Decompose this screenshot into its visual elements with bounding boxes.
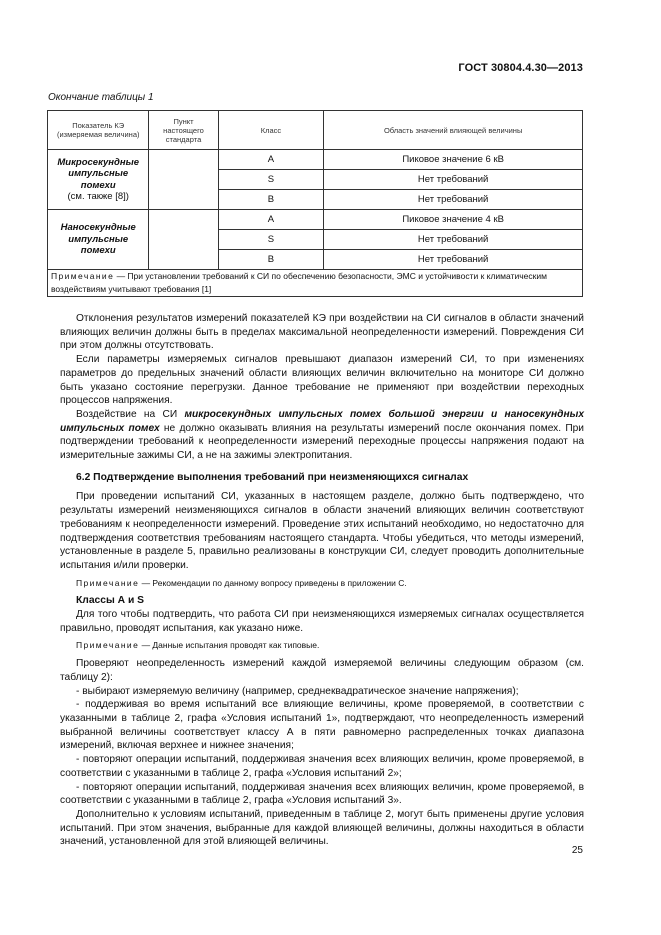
influence-table [47,110,583,297]
text-run: Воздействие на СИ [76,408,185,420]
note-text: — Рекомендации по данному вопросу приведены в приложении С. [139,577,407,588]
value-cell: Нет требований [324,250,583,270]
paragraph: При проведении испытаний СИ, указанных в настоящем разделе, должно быть подтверждено, что результаты измерений неизменяющихся сигналов в области значений влияющих величин соответствуют требованиям к неопределенности измерений. Проведение этих испытаний необходимо, но недостаточно для подтверждения соответствия требованиям настоящего стандарта. Чтобы убедиться, что методы измерений, установленные в разделе 5, правильно реализованы в конструкции СИ, следует проводить дополнительные испытания и/или проверки. [60,491,584,571]
group-microsecond [48,150,149,210]
paragraph: Отклонения результатов измерений показателей КЭ при воздействии на СИ сигналов в области значений влияющих величин должны быть в пределах максимальной неопределенности измерений. Повреждения СИ при этом должны отсутствовать. [60,313,584,352]
section-heading: 6.2 Подтверждение выполнения требований при неизменяющихся сигналах [76,471,469,483]
note-text: — При установлении требований к СИ по обеспечению безопасности, ЭМС и устойчивости к климатическим воздействиям учитывают требования [1] [51,271,547,294]
list-item: - поддерживая во время испытаний все влияющие величины, кроме проверяемой, в соответствии с указанными в таблице 2, графа «Условия испытаний 1», подтверждают, что неопределенность измерений выбранной величины соответствует классу А в пяти равномерно распределенных точках диапазона измерений, включая верхнее и нижнее значения; [60,699,584,752]
note-label: Примечание [76,577,140,588]
table-note [48,270,583,297]
subsection-heading: Классы А и S [76,595,145,607]
paragraph: Для того чтобы подтвердить, что работа СИ при неизменяющихся измеряемых сигналах осуществляется правильно, проводят испытания, как указано ниже. [60,609,584,634]
main-text [60,312,584,849]
note [60,639,584,653]
group-note: (см. также [8]) [67,191,129,202]
paragraph: Дополнительно к условиям испытаний, приведенным в таблице 2, могут быть применены другие условия испытаний. При этом значения, выбранные для каждой влияющей величины, должны находиться в области значений, установленной для этой влияющей величины. [60,808,584,848]
note-label: Примечание [51,271,115,281]
emphasis-text: микросекундных импульсных помех большой энергии и наносекундных импульсных помех [60,408,584,434]
table-row [48,150,583,170]
table-row [48,210,583,230]
note-text: — Данные испытания проводят как типовые. [139,640,320,651]
paragraph: Проверяют неопределенность измерений каждой измеряемой величины следующим образом (см. таблицу 2): [60,658,584,683]
class-cell: S [218,170,324,190]
paragraph: Если параметры измеряемых сигналов превышают диапазон измерений СИ, то при изменениях параметров до предельных значений области влияющих величин включительно на мониторе СИ должно быть указано состояние перегрузки. Данное требование не применяют при воздействии переходных процессов напряжения. [60,354,584,407]
value-cell: Пиковое значение 4 кВ [324,210,583,230]
note-label: Примечание [76,640,140,651]
class-cell: А [218,210,324,230]
clause-cell [149,210,218,270]
standard-code: ГОСТ 30804.4.30—2013 [458,62,583,74]
page-number: 25 [571,845,583,856]
col-header-indicator: Показатель КЭ (измеряемая величина) [48,111,149,150]
table-header-row [48,111,583,150]
value-cell: Нет требований [324,190,583,210]
group-name: Микросекундные импульсные помехи [57,156,140,191]
list-item: - выбирают измеряемую величину (например, среднеквадратическое значение напряжения); [76,685,519,697]
class-cell: В [218,250,324,270]
paragraph [60,408,584,463]
group-name: Наносекундные импульсные помехи [60,222,136,257]
class-cell: А [218,150,324,170]
col-header-class: Класс [218,111,324,150]
value-cell: Пиковое значение 6 кВ [324,150,583,170]
group-nanosecond [48,210,149,270]
value-cell: Нет требований [324,230,583,250]
value-cell: Нет требований [324,170,583,190]
table-note-row [48,270,583,297]
table-caption: Окончание таблицы 1 [48,92,154,103]
list-item: - повторяют операции испытаний, поддерживая значения всех влияющих величин, кроме проверяемой, в соответствии с указанными в таблице 2, графа «Условия испытаний 3». [60,781,584,807]
col-header-clause: Пункт настоящего стандарта [149,111,218,150]
class-cell: S [218,230,324,250]
clause-cell [149,150,218,210]
list-item: - повторяют операции испытаний, поддерживая значения всех влияющих величин, кроме проверяемой, в соответствии с указанными в таблице 2, графа «Условия испытаний 2»; [60,754,584,779]
note [60,577,584,591]
text-run: не должно оказывать влияния на результаты измерений после окончания помех. При подтверждении требований к неопределенности измерений переходные процессы напряжения подают на измерительные зажимы СИ, а не на зажимы электропитания. [60,422,584,462]
class-cell: В [218,190,324,210]
col-header-range: Область значений влияющей величины [324,111,583,150]
